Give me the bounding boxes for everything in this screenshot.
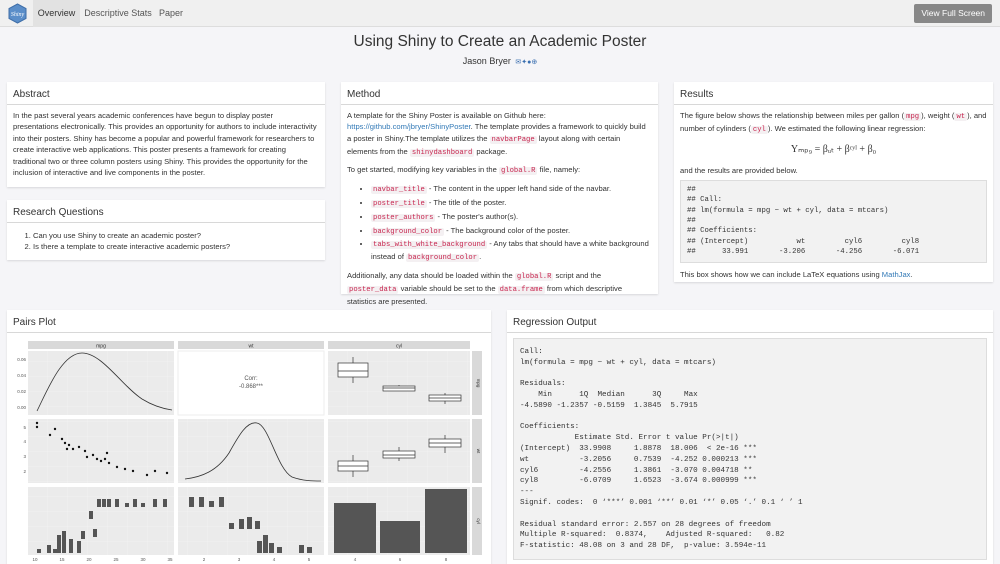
method-paragraph-2: To get started, modifying key variables in the global.R file, namely: xyxy=(347,165,581,176)
svg-text:8: 8 xyxy=(444,557,448,562)
results-paragraph-1: The figure below shows the relationship between miles per gallon ( mpg ), weight ( wt ), and number of cylinders ( cyl ). We estimated the following linear regression: xyxy=(680,111,987,134)
row-strip-label-wt: wt xyxy=(476,448,481,454)
svg-text:4: 4 xyxy=(272,557,276,562)
svg-text:10: 10 xyxy=(32,557,38,562)
list-item: • navbar_title - The content in the upper left hand side of the navbar. xyxy=(371,183,652,196)
shiny-logo-icon[interactable] xyxy=(7,3,28,24)
list-item: • poster_authors - The poster's author(s). xyxy=(371,211,652,224)
github-icon[interactable]: ● xyxy=(527,59,532,66)
corr-label: Corr: xyxy=(244,376,258,382)
author-name: Jason Bryer xyxy=(462,56,511,66)
results-title: Results xyxy=(680,89,714,100)
mathjax-link[interactable]: MathJax xyxy=(881,269,911,279)
svg-text:25: 25 xyxy=(113,557,119,562)
corr-value: -0.868*** xyxy=(238,384,264,390)
svg-text:2: 2 xyxy=(23,469,26,474)
svg-text:Shiny: Shiny xyxy=(10,12,25,18)
research-questions-panel xyxy=(7,200,325,260)
svg-text:2: 2 xyxy=(202,557,206,562)
svg-text:3: 3 xyxy=(23,454,26,459)
row-strip-label-mpg: mpg xyxy=(476,378,481,388)
regression-output-title: Regression Output xyxy=(513,317,597,328)
svg-text:15: 15 xyxy=(59,557,65,562)
abstract-text: In the past several years academic conferences have begun to display poster presentations electronically. This provides an opportunity for authors to include interactivity into their posters. Shiny has become a popular and powerful framework for researchers to create interactive web applications. This poster presents a framework for creating traditional two or three column posters using Shiny. This provides the opportunity for the inclusion of interactive and live components in the poster. xyxy=(13,111,317,177)
strip-label-wt: wt xyxy=(248,343,254,350)
results-paragraph-2: and the results are provided below. xyxy=(680,165,798,175)
list-item: • tabs_with_white_background - Any tabs that should have a white background instead of background_color . xyxy=(371,238,652,264)
svg-text:35: 35 xyxy=(167,557,173,562)
navbar xyxy=(0,0,1000,27)
poster-title: Using Shiny to Create an Academic Poster xyxy=(353,33,647,50)
svg-text:6: 6 xyxy=(398,557,402,562)
twitter-icon[interactable]: ✦ xyxy=(521,59,528,66)
regression-equation: Yₘₚ₉ = βᵤₜ + βᶜʸˡ + β₀ xyxy=(790,143,877,155)
svg-text:5: 5 xyxy=(307,557,311,562)
results-panel xyxy=(674,82,993,282)
svg-text:20: 20 xyxy=(86,557,92,562)
email-icon[interactable]: ✉ xyxy=(515,59,522,66)
svg-text:3: 3 xyxy=(237,557,241,562)
svg-text:0.02: 0.02 xyxy=(17,389,26,394)
web-icon[interactable]: ⊕ xyxy=(531,59,538,66)
regression-output-panel xyxy=(507,310,993,564)
variables-list xyxy=(347,183,652,264)
strip-label-cyl: cyl xyxy=(395,343,403,350)
method-paragraph-1: A template for the Shiny Poster is available on Github here: https://github.com/jbryer/ShinyPoster. The template provides a framework to quickly build a poster in Shiny.The template utilizes the navbarPage layout along with certain elements from the shinydashboard package. xyxy=(347,111,646,157)
tab-paper[interactable]: Paper xyxy=(158,8,184,18)
method-title: Method xyxy=(347,89,381,100)
list-item: 2. Is there a template to create interactive academic posters? xyxy=(33,241,319,252)
row-strip-label-cyl: cyl xyxy=(476,518,481,524)
abstract-panel xyxy=(7,82,325,187)
list-item: 1. Can you use Shiny to create an academic poster? xyxy=(33,230,319,241)
view-full-screen-button[interactable]: View Full Screen xyxy=(914,4,992,23)
svg-text:30: 30 xyxy=(140,557,146,562)
svg-text:0.06: 0.06 xyxy=(17,357,26,362)
tab-descriptive-stats[interactable]: Descriptive Stats xyxy=(84,8,152,18)
pairs-plot-title: Pairs Plot xyxy=(13,317,56,328)
results-code-block: ## ## Call: ## lm(formula = mpg ~ wt + cyl, data = mtcars) ## ## Coefficients: ## (Intercept) wt cyl6 cyl8 ## 33.991 -3.206 -4.256 -6.071 xyxy=(680,180,987,263)
regression-code-block: Call: lm(formula = mpg ~ wt + cyl, data = mtcars) Residuals: Min 1Q Median 3Q Max -4.5890 -1.2357 -0.5159 1.3845 5.7915 Coefficients: Estimate Std. Error t value Pr(>|t|) (Intercept) 33.9908 1.8878 18.006 < 2e-16 *** wt -3.2056 0.7539 -4.252 0.000213 *** cyl6 -4.2556 1.3861 -3.070 0.004718 ** cyl8 -6.0709 1.6523 -3.674 0.000999 *** --- Signif. codes: 0 ‘***’ 0.001 ‘**’ 0.01 ‘*’ 0.05 ‘.’ 0.1 ‘ ’ 1 Residual standard error: 2.557 on 28 degrees of freedom Multiple R-squared: 0.8374, Adjusted R-squared: 0.82 F-statistic: 48.08 on 3 and 28 DF, p-value: 3.594e-11 xyxy=(513,338,987,560)
svg-text:4: 4 xyxy=(353,557,357,562)
list-item: • background_color - The background color of the poster. xyxy=(371,225,652,238)
list-item: • poster_title - The title of the poster. xyxy=(371,197,652,210)
poster-author xyxy=(0,55,1000,68)
research-questions-title: Research Questions xyxy=(13,207,104,218)
method-panel xyxy=(341,82,658,306)
github-link[interactable]: https://github.com/jbryer/ShinyPoster xyxy=(347,122,471,132)
method-paragraph-3: Additionally, any data should be loaded within the global.R script and the poster_data variable should be set to the data.frame from which descriptive statistics are presented. xyxy=(347,270,623,306)
svg-text:4: 4 xyxy=(23,439,26,444)
tab-overview[interactable]: Overview xyxy=(33,0,80,27)
pairs-plot xyxy=(7,331,491,564)
strip-label-mpg: mpg xyxy=(96,343,106,350)
svg-text:0.00: 0.00 xyxy=(17,405,26,410)
svg-text:5: 5 xyxy=(23,425,26,430)
abstract-title: Abstract xyxy=(13,89,50,100)
research-questions-list xyxy=(13,230,319,253)
svg-text:0.04: 0.04 xyxy=(17,373,26,378)
results-paragraph-3: This box shows how we can include LaTeX equations using MathJax. xyxy=(680,269,913,279)
